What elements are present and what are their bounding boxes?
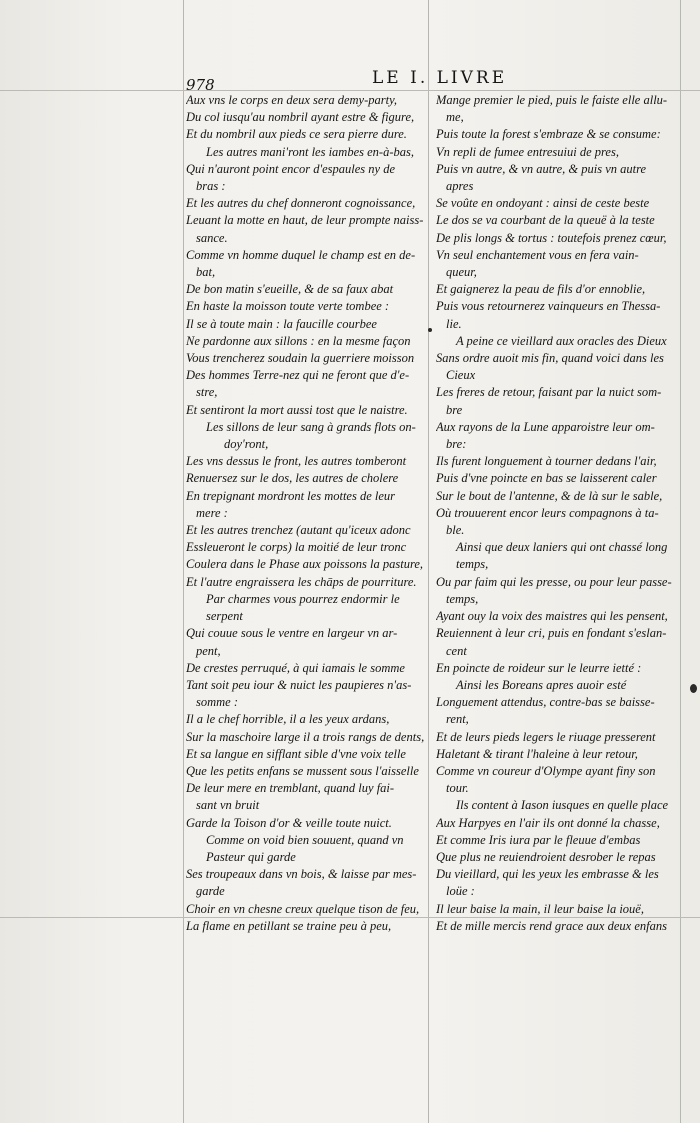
verse-line: Les freres de retour, faisant par la nuict som- [436,385,662,400]
verse-line: Aux Harpyes en l'air ils ont donné la chasse, [436,815,660,830]
verse-line: En haste la moisson toute verte tombee : [186,299,390,314]
verse-line: Que les petits enfans se mussent sous l'aisselle [186,763,419,778]
verse-line: En poincte de roideur sur le leurre ietté : [436,660,642,675]
verse-line: Ou par faim qui les presse, ou pour leur passe- [436,574,672,589]
verse-line: Cieux [446,368,476,383]
verse-line: Et les autres trenchez (autant qu'iceux adonc [186,523,411,538]
verse-line: Le dos se va courbant de la queuë à la teste [436,213,655,228]
verse-line: Des hommes Terre-nez qui ne feront que d'e- [186,368,410,383]
verse-line: Puis vn autre, & vn autre, & puis vn autre [436,161,647,176]
verse-line: Renuersez sur le dos, les autres de cholere [186,471,399,486]
verse-line: Mange premier le pied, puis le faiste elle allu- [436,93,668,107]
verse-line: temps, [456,557,489,572]
verse-line: stre, [196,385,218,400]
verse-line: rent, [446,712,469,727]
verse-line: cent [446,643,467,658]
verse-line: temps, [446,591,479,606]
verse-line: De plis longs & tortus : toutefois prenez cœur, [436,230,667,245]
verse-line: Tant soit peu iour & nuict les paupieres n'as- [186,677,412,692]
verse-line: Il a le chef horrible, il a les yeux ardans, [186,712,390,727]
verse-line: loüe : [446,884,475,899]
verse-line: Aux vns le corps en deux sera demy-party, [186,93,398,107]
verse-line: Leuant la motte en haut, de leur prompte naiss- [186,213,424,228]
verse-line: Et de mille mercis rend grace aux deux enfans [436,918,667,933]
verse-line: Comme on void bien souuent, quand vn [206,832,404,847]
verse-line: De bon matin s'eueille, & de sa faux abat [186,282,394,297]
verse-line: Il leur baise la main, il leur baise la iouë, [436,901,644,916]
verse-line: Ayant ouy la voix des maistres qui les pensent, [436,609,668,624]
header-rule [0,90,700,91]
verse-line: Puis d'vne poincte en bas se laisserent caler [436,471,657,486]
verse-line: bras : [196,179,226,194]
verse-line: Vous trencherez soudain la guerriere moisson [186,351,415,366]
verse-line: Il se à toute main : la faucille courbee [186,316,377,331]
verse-line: serpent [206,609,243,624]
verse-line: Puis vous retournerez vainqueurs en Thessa- [436,299,661,314]
verse-line: Vn repli de fumee entresuiui de pres, [436,144,619,159]
ink-blot [690,684,697,693]
page-number: 978 [186,76,215,94]
verse-line: somme : [196,695,239,710]
verse-line: Et sa langue en sifflant sible d'vne voix telle [186,746,406,761]
verse-line: Sans ordre auoit mis fin, quand voici dans les [436,351,664,366]
verse-line: Aux rayons de la Lune apparoistre leur om- [436,419,655,434]
verse-line: Reuiennent à leur cri, puis en fondant s'eslan- [436,626,667,641]
margin-rule-left [183,0,184,1123]
verse-line: Haletant & tirant l'haleine à leur retour, [436,746,638,761]
verse-line: bat, [196,265,216,280]
verse-line: Comme vn coureur d'Olympe ayant finy son [436,763,656,778]
verse-line: La flame en petillant se traine peu à peu, [186,918,392,933]
right-verse-column [436,92,680,935]
verse-line: Qui n'auront point encor d'espaules ny de [186,161,396,176]
verse-line: Ses troupeaux dans vn bois, & laisse par mes- [186,867,417,882]
verse-line: Ne pardonne aux sillons : en la mesme façon [186,333,411,348]
verse-line: De crestes perruqué, à qui iamais le somme [186,660,405,675]
verse-line: A peine ce vieillard aux oracles des Dieux [456,333,667,348]
verse-line: apres [446,179,474,194]
verse-line: Garde la Toison d'or & veille toute nuict. [186,815,392,830]
verse-line: Et du nombril aux pieds ce sera pierre dure. [186,127,407,142]
verse-line: Que plus ne reuiendroient desrober le repas [436,849,656,864]
verse-line: queur, [446,265,477,280]
verse-line: Où trouuerent encor leurs compagnons à ta- [436,505,659,520]
verse-line: mere : [196,505,228,520]
verse-line: bre [446,402,463,417]
verse-line: Longuement attendus, contre-bas se baisse- [436,695,655,710]
verse-line: Et de leurs pieds legers le riuage presserent [436,729,656,744]
ink-speck [428,328,432,332]
verse-line: tour. [446,781,469,796]
verse-line: Les sillons de leur sang à grands flots on- [206,419,416,434]
verse-line: sance. [196,230,228,245]
verse-line: Par charmes vous pourrez endormir le [206,591,400,606]
verse-line: Ainsi les Boreans apres auoir esté [456,677,627,692]
verse-line: Choir en vn chesne creux quelque tison de feu, [186,901,420,916]
verse-line: Et l'autre engraissera les chāps de pourriture. [186,574,417,589]
verse-line: Ils furent longuement à tourner dedans l'air, [436,454,657,469]
verse-line: Et comme Iris iura par le fleuue d'embas [436,832,641,847]
verse-line: garde [196,884,225,899]
verse-line: Vn seul enchantement vous en fera vain- [436,247,639,262]
verse-line: En trepignant mordront les mottes de leur [186,488,396,503]
verse-line: Et sentiront la mort aussi tost que le naistre. [186,402,408,417]
verse-line: Comme vn homme duquel le champ est en de- [186,247,416,262]
verse-line: pent, [196,643,221,658]
verse-line: Puis toute la forest s'embraze & se consume: [436,127,661,142]
verse-line: Coulera dans le Phase aux poissons la pasture, [186,557,424,572]
verse-line: Ainsi que deux laniers qui ont chassé long [456,540,668,555]
left-verse-column [186,92,430,935]
verse-line: Qui couue sous le ventre en largeur vn ar- [186,626,398,641]
verse-line: Du col iusqu'au nombril ayant estre & figure, [186,110,415,125]
verse-line: me, [446,110,464,125]
verse-line: ble. [446,523,465,538]
verse-line: Et les autres du chef donneront cognoissance, [186,196,416,211]
verse-line: Pasteur qui garde [206,849,296,864]
verse-line: doy'ront, [224,437,269,452]
verse-line: Les autres mani'ront les iambes en-à-bas, [206,144,414,159]
verse-line: lie. [446,316,462,331]
verse-line: Ils content à Iason iusques en quelle place [456,798,669,813]
verse-line: Se voûte en ondoyant : ainsi de ceste beste [436,196,650,211]
verse-line: Essleueront le corps) la moitié de leur tronc [186,540,407,555]
verse-line: Du vieillard, qui les yeux les embrasse & les [436,867,659,882]
verse-line: Sur le bout de l'antenne, & de là sur le sable, [436,488,663,503]
verse-line: bre: [446,437,467,452]
verse-line: De leur mere en tremblant, quand luy fai- [186,781,395,796]
verse-line: Les vns dessus le front, les autres tomberont [186,454,407,469]
running-header: LE I. LIVRE [372,68,508,88]
verse-line: sant vn bruit [196,798,260,813]
verse-line: Et gaignerez la peau de fils d'or ennoblie, [436,282,646,297]
margin-rule-right [680,0,681,1123]
verse-line: Sur la maschoire large il a trois rangs de dents, [186,729,425,744]
